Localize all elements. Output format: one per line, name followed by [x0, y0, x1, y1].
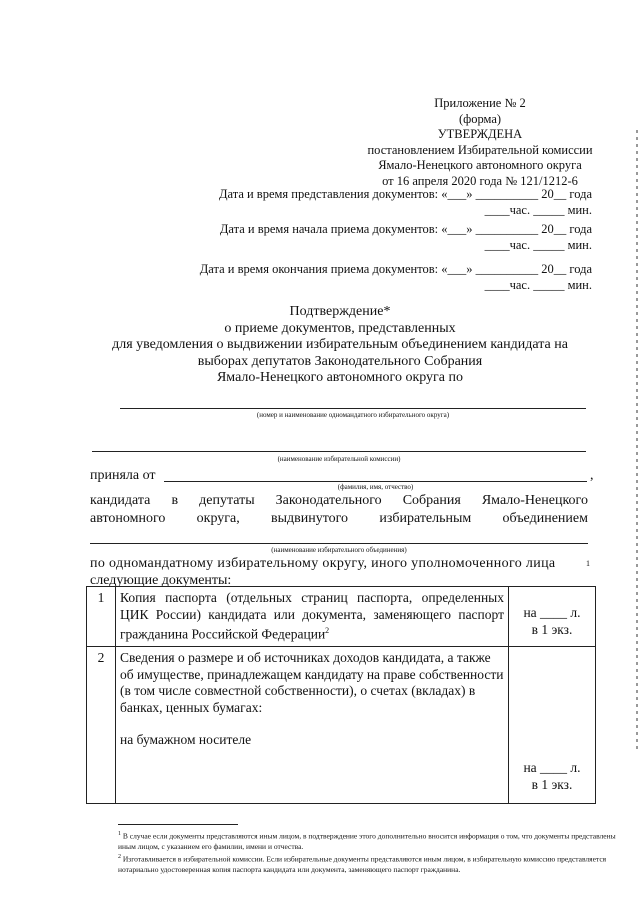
paper-medium-label: на бумажном носителе: [120, 732, 252, 747]
document-description: [116, 647, 509, 804]
word: объединением: [502, 511, 588, 526]
submission-date[interactable]: Дата и время представления документов: «___» __________ 20__ года: [218, 187, 592, 201]
word: автономного: [90, 511, 166, 526]
document-text: Копия паспорта (отдельных страниц паспорта, определенных ЦИК России) кандидата или документа, заменяющего паспорт гражданина Российской Федерации: [120, 590, 504, 642]
table-row: [87, 647, 596, 804]
approved-label: УТВЕРЖДЕНА: [437, 127, 523, 141]
party-input-line[interactable]: [90, 543, 588, 544]
copies-count: в 1 экз.: [531, 776, 573, 792]
district-sentence: [90, 555, 590, 572]
form-label: (форма): [458, 111, 502, 126]
page-count-cell[interactable]: [509, 647, 596, 804]
title-line-4: выборах депутатов Законодательного Собрания: [197, 353, 483, 369]
word: Ямало-Ненецкого: [481, 493, 588, 508]
table-row: [87, 587, 596, 647]
documents-table: [86, 586, 596, 804]
page-count: на ____ л.: [523, 605, 581, 620]
submission-time[interactable]: ____час. _____ мин.: [484, 203, 592, 217]
row-number: 2: [87, 647, 116, 804]
word: в: [171, 493, 179, 508]
word: Законодательного: [275, 493, 382, 508]
nominated-line: [90, 510, 588, 527]
title-line-5: Ямало-Ненецкого автономного округа по: [216, 370, 464, 385]
district-input-line[interactable]: [120, 408, 586, 409]
appendix-label: Приложение № 2: [434, 96, 526, 110]
approval-header: [330, 96, 630, 189]
title-heading: Подтверждение*: [289, 304, 391, 319]
person-caption: (фамилия, имя, отчество): [337, 483, 414, 491]
accepted-from-label: приняла от: [90, 468, 156, 483]
commission-caption: (наименование избирательной комиссии): [277, 455, 401, 463]
title-line-3: для уведомления о выдвижении избирательным объединением кандидата на: [112, 337, 568, 352]
footnote-mark: 1: [118, 831, 121, 837]
footnote-text: В случае если документы представляются иным лицом, в подтверждение этого дополнительно вносится информация о том, что документы представлены иным лицом, с указанием его фамилии, имени и отчества.: [118, 831, 616, 851]
resolution-date-line: от 16 апреля 2020 года № 121/1212-6: [382, 173, 578, 188]
footnote-separator: [118, 824, 238, 825]
reception-start-date[interactable]: Дата и время начала приема документов: «___» __________ 20__ года: [219, 222, 592, 236]
title-line-2: о приеме документов, представленных: [224, 320, 456, 336]
reception-end-date[interactable]: Дата и время окончания приема документов: «___» __________ 20__ года: [199, 262, 592, 276]
reception-start-time[interactable]: ____час. _____ мин.: [484, 238, 592, 252]
party-caption: (наименование избирательного объединения): [271, 546, 407, 554]
word: выдвинутого: [271, 511, 349, 526]
word: кандидата: [90, 493, 151, 508]
person-input-line[interactable]: [164, 481, 587, 482]
footnote-2: [118, 852, 623, 875]
row-number: 1: [87, 587, 116, 647]
document-text: Сведения о размере и об источниках доходов кандидата, а также об имуществе, принадлежащем кандидату на праве собственности (в том числе совместной собственности), о счетах (вкладах) в банках, ценных бумагах:: [120, 650, 504, 715]
word: избирательным: [379, 511, 472, 526]
footnote-1: [118, 829, 623, 852]
footnote-ref-1: 1: [586, 559, 590, 568]
comma: ,: [590, 468, 594, 483]
district-caption: (номер и наименование одномандатного избирательного округа): [256, 411, 450, 419]
copies-count: в 1 экз.: [531, 621, 573, 637]
reception-end-time[interactable]: ____час. _____ мин.: [484, 278, 592, 292]
word: округа,: [196, 511, 240, 526]
footnote-text: Изготавливается в избирательной комиссии. Если избирательные документы представляются иным лицом, в избирательную комиссию представляется нотариально удостоверенная копия паспорта кандидата или документа, заменяющего паспорт гражданина.: [118, 854, 607, 874]
commission-region-line: Ямало-Ненецкого автономного округа: [378, 158, 582, 172]
page-count-cell[interactable]: [509, 587, 596, 647]
word: депутаты: [199, 493, 255, 508]
footnote-mark: 2: [118, 854, 121, 860]
footnote-ref-2: 2: [325, 626, 330, 635]
document-title: [60, 304, 620, 387]
district-sentence-text: по одномандатному избирательному округу, иного уполномоченного лица: [90, 556, 556, 571]
scan-edge: [636, 130, 638, 750]
document-description: [116, 587, 509, 647]
docs-label: следующие документы:: [90, 573, 232, 588]
resolution-line: постановлением Избирательной комиссии: [367, 142, 593, 157]
candidate-line: [90, 492, 588, 509]
word: Собрания: [402, 493, 461, 508]
page-count: на ____ л.: [523, 760, 581, 775]
commission-input-line[interactable]: [92, 451, 586, 452]
